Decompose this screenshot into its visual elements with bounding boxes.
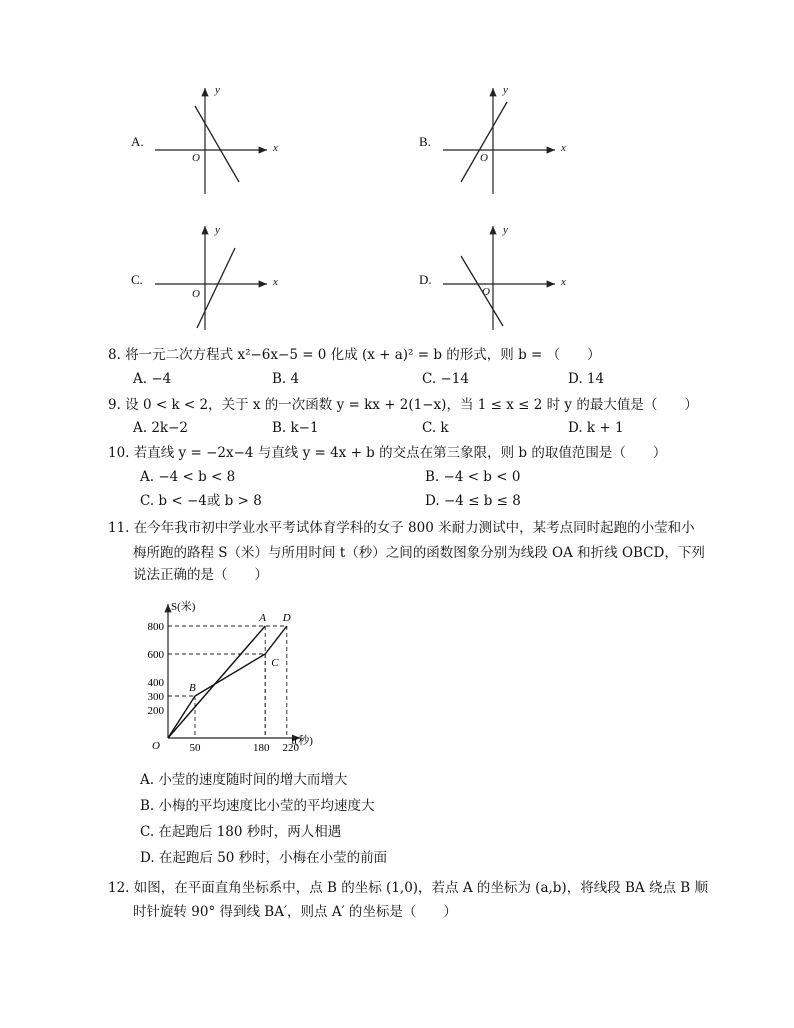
option-a-label: A.: [131, 134, 144, 149]
option-graph-c: [125, 220, 295, 340]
q8-option-a: A. −4: [133, 371, 172, 387]
y-tick-300: 300: [147, 691, 164, 703]
y-tick-800: 800: [147, 621, 164, 633]
graph-d-svg: [413, 220, 583, 340]
graph-d-origin: O: [482, 286, 490, 298]
point-label-D: D: [282, 612, 291, 624]
graph-c-svg: [125, 220, 295, 340]
option-graph-b: [413, 82, 583, 202]
q10-option-c: C. b < −4或 b > 8: [140, 493, 262, 509]
q9-stem: 9. 设 0 < k < 2，关于 x 的一次函数 y = kx + 2(1−x)，当 1 ≤ x ≤ 2 时 y 的最大值是（ ）: [108, 397, 698, 413]
q10-option-a: A. −4 < b < 8: [140, 469, 236, 485]
graph-a-x-label: x: [273, 142, 278, 154]
q8-stem: 8. 将一元二次方程式 x²−6x−5 = 0 化成 (x + a)² = b 的形式，则 b = （ ）: [108, 347, 601, 363]
graph-c-x-label: x: [273, 276, 278, 288]
q12-stem-line1: 12. 如图，在平面直角坐标系中，点 B 的坐标 (1,0)，若点 A 的坐标为 (a,b)，将线段 BA 绕点 B 顺: [108, 880, 708, 896]
option-d-label: D.: [419, 272, 432, 287]
q9-option-a: A. 2k−2: [133, 420, 189, 436]
q10-option-d: D. −4 ≤ b ≤ 8: [425, 493, 521, 509]
graph-c-origin: O: [192, 288, 200, 300]
q11-stem-line1: 11. 在今年我市初中学业水平考试体育学科的女子 800 米耐力测试中，某考点同时起跑的小莹和小: [108, 520, 695, 536]
series-OA: [168, 626, 265, 738]
q10-stem: 10. 若直线 y = −2x−4 与直线 y = 4x + b 的交点在第三象限，则 b 的取值范围是（ ）: [108, 445, 667, 461]
q8-option-c: C. −14: [422, 371, 469, 387]
y-tick-600: 600: [147, 649, 164, 661]
graph-a-svg: [125, 82, 295, 202]
chart-axes: [168, 604, 300, 738]
q8-option-d: D. 14: [568, 371, 605, 387]
graph-d-x-label: x: [561, 276, 566, 288]
graph-b-svg: [413, 82, 583, 202]
q11-option-c: C. 在起跑后 180 秒时，两人相遇: [140, 824, 342, 840]
graph-b-x-label: x: [561, 142, 566, 154]
q11-distance-time-chart: [138, 598, 368, 758]
x-tick-180: 180: [252, 742, 270, 754]
graph-b-origin: O: [480, 152, 488, 164]
option-b-label: B.: [419, 134, 431, 149]
q11-option-b: B. 小梅的平均速度比小莹的平均速度大: [140, 798, 375, 814]
graph-a-y-label: y: [215, 84, 220, 96]
option-graph-a: [125, 82, 295, 202]
x-axis-label: t(秒): [291, 735, 313, 747]
q11-option-d: D. 在起跑后 50 秒时，小梅在小莹的前面: [140, 850, 388, 866]
q9-option-b: B. k−1: [272, 420, 319, 436]
x-tick-220: 220: [282, 742, 300, 754]
chart-lines: [168, 626, 287, 738]
graph-b-y-label: y: [503, 84, 508, 96]
series-OBCD: [168, 626, 287, 738]
option-c-label: C.: [131, 272, 143, 287]
point-label-C: C: [271, 657, 279, 669]
option-graph-d: [413, 220, 583, 340]
q9-option-c: C. k: [422, 420, 449, 436]
graph-c-y-label: y: [215, 224, 220, 236]
y-tick-400: 400: [147, 677, 164, 689]
x-tick-50: 50: [189, 742, 201, 754]
q11-stem-line3: 说法正确的是（ ）: [133, 567, 268, 583]
q11-stem-line2: 梅所跑的路程 S（米）与所用时间 t（秒）之间的函数图象分别为线段 OA 和折线 OBCD，下列: [133, 545, 705, 561]
q9-option-d: D. k + 1: [568, 420, 624, 436]
graph-d-y-label: y: [503, 224, 508, 236]
chart-guides: [168, 626, 287, 738]
q8-option-b: B. 4: [272, 371, 300, 387]
graph-a-origin: O: [192, 152, 200, 164]
point-label-B: B: [189, 682, 196, 694]
q12-stem-line2: 时针旋转 90° 得到线 BA′，则点 A′ 的坐标是（ ）: [133, 904, 457, 920]
y-tick-200: 200: [147, 705, 164, 717]
q10-option-b: B. −4 < b < 0: [425, 469, 521, 485]
y-axis-label: S(米): [171, 601, 196, 613]
origin-label: O: [152, 740, 160, 752]
q11-option-a: A. 小莹的速度随时间的增大而增大: [140, 772, 348, 788]
point-label-A: A: [259, 612, 266, 624]
